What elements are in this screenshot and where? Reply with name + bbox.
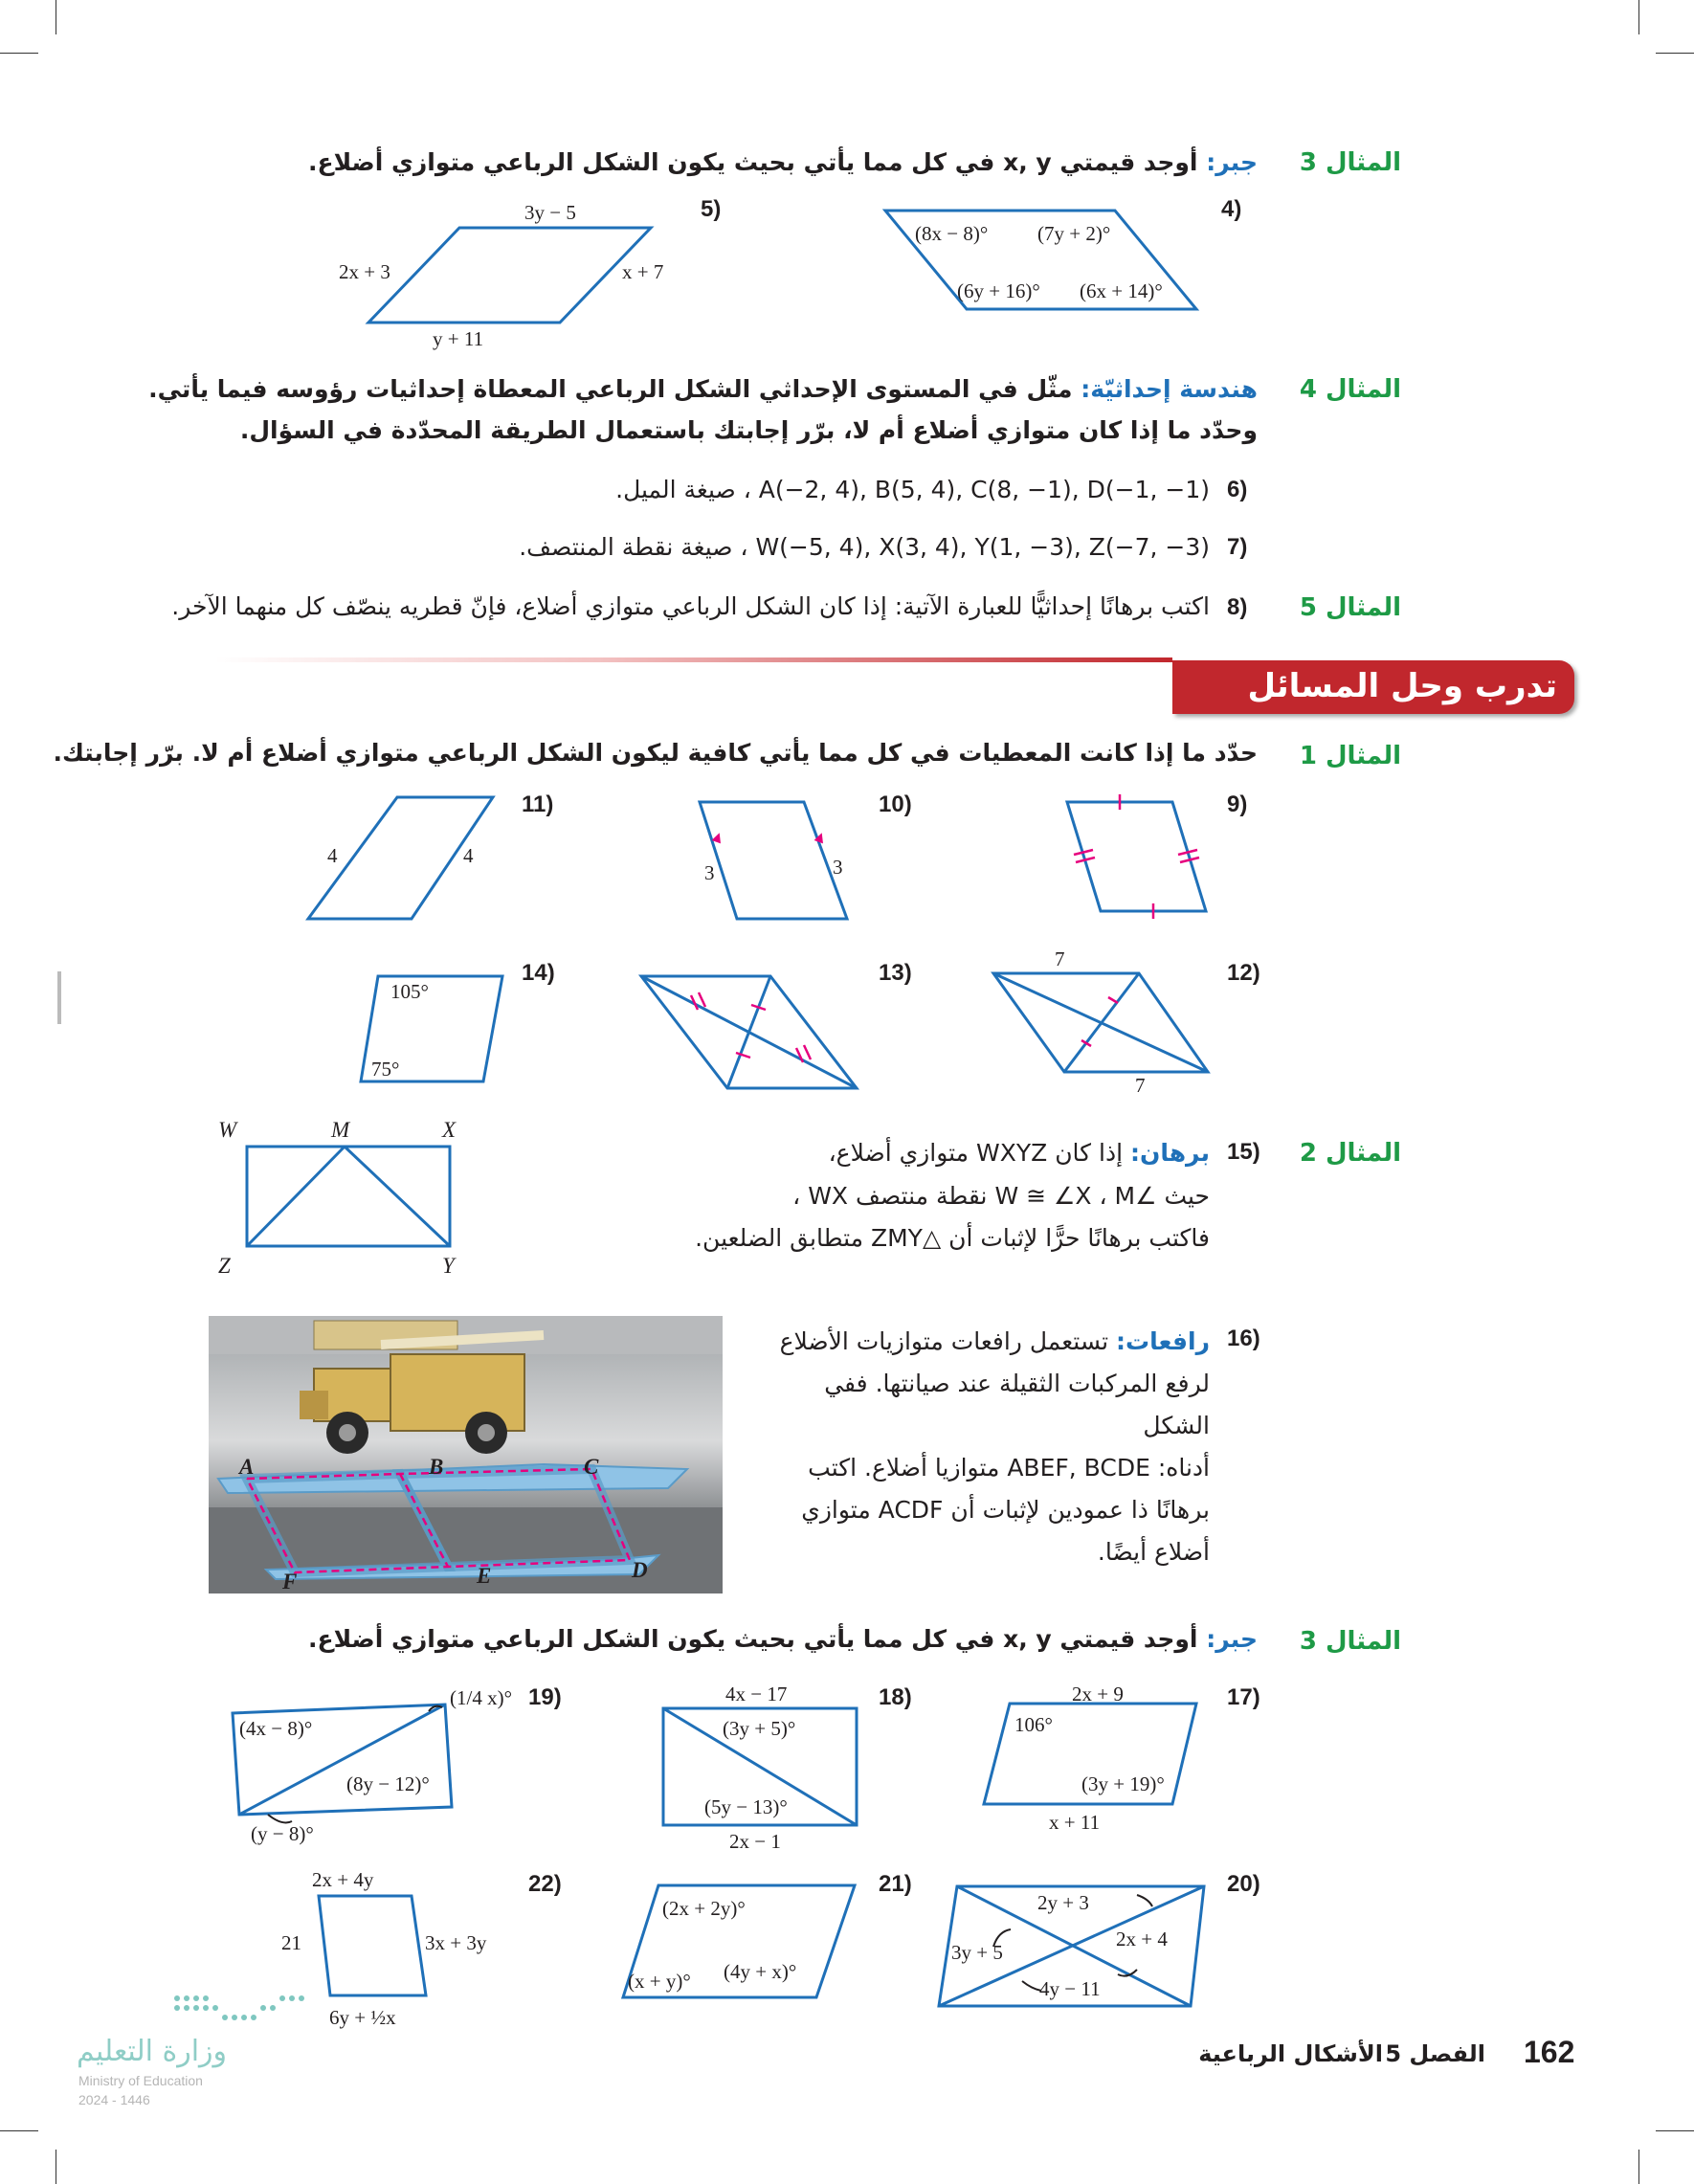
question-text: اكتب برهانًا إحداثيًّا للعبارة الآتية: إذا كان الشكل الرباعي متوازي أضلاع، فإنّ قطريه ينصّف كل منهما الآخر. xyxy=(171,592,1210,620)
angle-label: (6y + 16)° xyxy=(957,279,1040,302)
side-label: 3 xyxy=(833,856,843,879)
proof-line-1 xyxy=(829,1139,1210,1167)
example-label: المثال 4 xyxy=(1299,375,1401,404)
angle-label: (5y − 13)° xyxy=(704,1795,788,1818)
section-banner xyxy=(1172,660,1574,714)
banner-title: تدرب وحل المسائل xyxy=(1247,667,1557,705)
question-number: 10) xyxy=(879,791,912,817)
segment-label: 2y + 3 xyxy=(1037,1891,1089,1914)
ministry-logo xyxy=(167,1989,311,2032)
section-divider-line xyxy=(215,657,1172,662)
crop-mark xyxy=(0,53,38,54)
angle-label: (6x + 14)° xyxy=(1080,279,1163,302)
q16-line-2: لرفع المركبات الثقيلة عند صيانتها. ففي الشكل xyxy=(824,1370,1210,1439)
q16-line-3: أدناه: ABEF, BCDE متوازيا أضلاع. اكتب xyxy=(808,1454,1210,1482)
angle-label: 75° xyxy=(371,1058,400,1081)
page-number: 162 xyxy=(1524,2035,1575,2069)
proof-line-3: فاكتب برهانًا حرًّا لإثبات أن △ZMY متطابق الضلعين. xyxy=(695,1224,1210,1252)
edition-year: 2024 - 1446 xyxy=(78,2092,150,2107)
instruction-line-2: وحدّد ما إذا كان متوازي أضلاع أم لا، برّر إجابتك باستعمال الطريقة المحدّدة في السؤال. xyxy=(239,416,1258,444)
side-label: 7 xyxy=(1055,947,1065,970)
question-number: 8) xyxy=(1227,594,1248,620)
example-label: المثال 2 xyxy=(1299,1139,1401,1168)
side-label: 6y + ½x xyxy=(329,2006,396,2029)
proof-line-2: حيث ∠W ≅ ∠X ، M نقطة منتصف WX ، xyxy=(792,1182,1210,1210)
question-number: 9) xyxy=(1227,791,1248,817)
angle-label: (8x − 8)° xyxy=(915,222,989,245)
side-label: 2x + 4y xyxy=(312,1868,374,1891)
chapter-title: الأشكال الرباعية xyxy=(1198,2040,1383,2067)
q16-text-line: تستعمل رافعات متوازيات الأضلاع xyxy=(779,1327,1109,1355)
photo-vertex-label: B xyxy=(429,1455,444,1479)
angle-label: (3y + 19)° xyxy=(1081,1772,1165,1795)
example-label: المثال 5 xyxy=(1299,593,1401,622)
crop-mark xyxy=(0,2130,38,2131)
side-label: x + 7 xyxy=(622,260,664,283)
question-number: 16) xyxy=(1227,1326,1260,1351)
vertex-label: Y xyxy=(442,1254,455,1278)
side-label: 2x + 3 xyxy=(339,260,390,283)
question-number: 15) xyxy=(1227,1139,1260,1165)
topic-label: جبر: xyxy=(1206,148,1258,176)
angle-label: (4y + x)° xyxy=(724,1960,797,1983)
q22-figure xyxy=(316,1893,431,1998)
crop-mark xyxy=(1656,53,1694,54)
margin-mark xyxy=(57,971,61,1024)
example-label: المثال 3 xyxy=(1299,1627,1401,1656)
q12-figure xyxy=(986,969,1215,1074)
q16-line-4: برهانًا ذا عمودين لإثبات أن ACDF متوازي xyxy=(801,1496,1210,1524)
photo-vertex-label: D xyxy=(632,1558,648,1582)
vertex-label: M xyxy=(331,1118,350,1142)
q15-rectangle-figure xyxy=(244,1144,455,1249)
angle-label: (x + y)° xyxy=(628,1970,691,1993)
angle-label: (2x + 2y)° xyxy=(662,1897,746,1920)
vertex-label: X xyxy=(442,1118,457,1142)
question-number: 17) xyxy=(1227,1684,1260,1710)
question-number: 21) xyxy=(879,1871,912,1897)
question-number: 13) xyxy=(879,960,912,986)
instruction-text: أوجد قيمتي x, y في كل مما يأتي بحيث يكون الشكل الرباعي متوازي أضلاع. xyxy=(308,148,1198,176)
angle-label: (4x − 8)° xyxy=(239,1717,313,1740)
q16-line-1 xyxy=(750,1321,1210,1363)
q5-parallelogram-figure xyxy=(359,220,665,325)
side-label: 2x − 1 xyxy=(729,1830,781,1853)
side-label: 3 xyxy=(704,861,715,884)
question-number: 19) xyxy=(528,1684,562,1710)
angle-label: (7y + 2)° xyxy=(1037,222,1111,245)
angle-label: (1/4 x)° xyxy=(450,1686,512,1709)
instruction: حدّد ما إذا كانت المعطيات في كل مما يأتي كافية ليكون الشكل الرباعي متوازي أضلاع أم لا. برّر إجابتك. xyxy=(53,739,1258,767)
question-text: A(−2, 4), B(5, 4), C(8, −1), D(−1, −1) ، صيغة الميل. xyxy=(615,476,1210,503)
instruction-text: أوجد قيمتي x, y في كل مما يأتي بحيث يكون الشكل الرباعي متوازي أضلاع. xyxy=(308,1625,1198,1653)
side-label: 7 xyxy=(1135,1074,1146,1097)
photo-vertex-label: C xyxy=(584,1455,599,1479)
question-number: 5) xyxy=(701,196,722,222)
side-label: 3y − 5 xyxy=(524,201,576,224)
question-number: 4) xyxy=(1221,196,1242,222)
question-number: 6) xyxy=(1227,477,1248,502)
question-number: 20) xyxy=(1227,1871,1260,1897)
angle-label: 106° xyxy=(1014,1713,1053,1736)
vertex-label: Z xyxy=(218,1254,231,1278)
photo-vertex-label: F xyxy=(282,1570,298,1593)
instruction xyxy=(308,1625,1258,1653)
car-lift-photo xyxy=(209,1316,723,1593)
topic-label: برهان: xyxy=(1130,1139,1210,1167)
side-label: 21 xyxy=(281,1931,301,1954)
topic-label: رافعات: xyxy=(1116,1327,1210,1355)
photo-vertex-label: E xyxy=(477,1564,492,1588)
side-label: 4 xyxy=(463,844,474,867)
vertex-label: W xyxy=(218,1118,237,1142)
example-label: المثال 1 xyxy=(1299,742,1401,770)
side-label: 4x − 17 xyxy=(725,1683,788,1705)
question-number: 11) xyxy=(522,791,554,817)
question-number: 14) xyxy=(522,960,555,986)
question-number: 22) xyxy=(528,1871,562,1897)
ministry-name-ar: وزارة التعليم xyxy=(77,2035,228,2068)
photo-vertex-label: A xyxy=(239,1455,255,1479)
segment-label: 3y + 5 xyxy=(951,1941,1003,1964)
q16-text xyxy=(750,1321,1210,1573)
side-label: y + 11 xyxy=(433,327,484,350)
topic-label: جبر: xyxy=(1206,1625,1258,1653)
q13-figure xyxy=(636,971,861,1091)
side-label: 2x + 9 xyxy=(1072,1683,1124,1705)
proof-text: إذا كان WXYZ متوازي أضلاع، xyxy=(828,1139,1124,1167)
angle-label: (3y + 5)° xyxy=(723,1717,796,1740)
segment-label: 2x + 4 xyxy=(1116,1928,1168,1950)
side-label: 3x + 3y xyxy=(425,1931,487,1954)
crop-mark xyxy=(1656,2130,1694,2131)
angle-label: (y − 8)° xyxy=(251,1822,314,1845)
topic-label: هندسة إحداثيّة: xyxy=(1081,375,1258,403)
question-text: W(−5, 4), X(3, 4), Y(1, −3), Z(−7, −3) ، صيغة نقطة المنتصف. xyxy=(519,533,1210,561)
car-lift-illustration xyxy=(209,1316,723,1593)
segment-label: 4y − 11 xyxy=(1039,1977,1101,2000)
chapter-label: الفصل 5 xyxy=(1385,2040,1485,2067)
instruction-text: مثّل في المستوى الإحداثي الشكل الرباعي المعطاة إحداثيات رؤوسه فيما يأتي. xyxy=(148,375,1073,403)
crop-mark xyxy=(1638,0,1639,34)
question-number: 7) xyxy=(1227,534,1248,560)
q9-figure xyxy=(1053,794,1215,919)
side-label: 4 xyxy=(327,844,338,867)
instruction xyxy=(308,148,1258,176)
angle-label: (8y − 12)° xyxy=(346,1772,430,1795)
question-number: 18) xyxy=(879,1684,912,1710)
ministry-name-en: Ministry of Education xyxy=(78,2073,203,2088)
example-label: المثال 3 xyxy=(1299,148,1401,177)
crop-mark xyxy=(1638,2150,1639,2184)
side-label: x + 11 xyxy=(1049,1811,1101,1834)
instruction-line-1 xyxy=(148,375,1258,403)
q16-line-5: أضلاع أيضًا. xyxy=(1097,1538,1210,1566)
angle-label: 105° xyxy=(390,980,429,1003)
question-number: 12) xyxy=(1227,960,1260,986)
